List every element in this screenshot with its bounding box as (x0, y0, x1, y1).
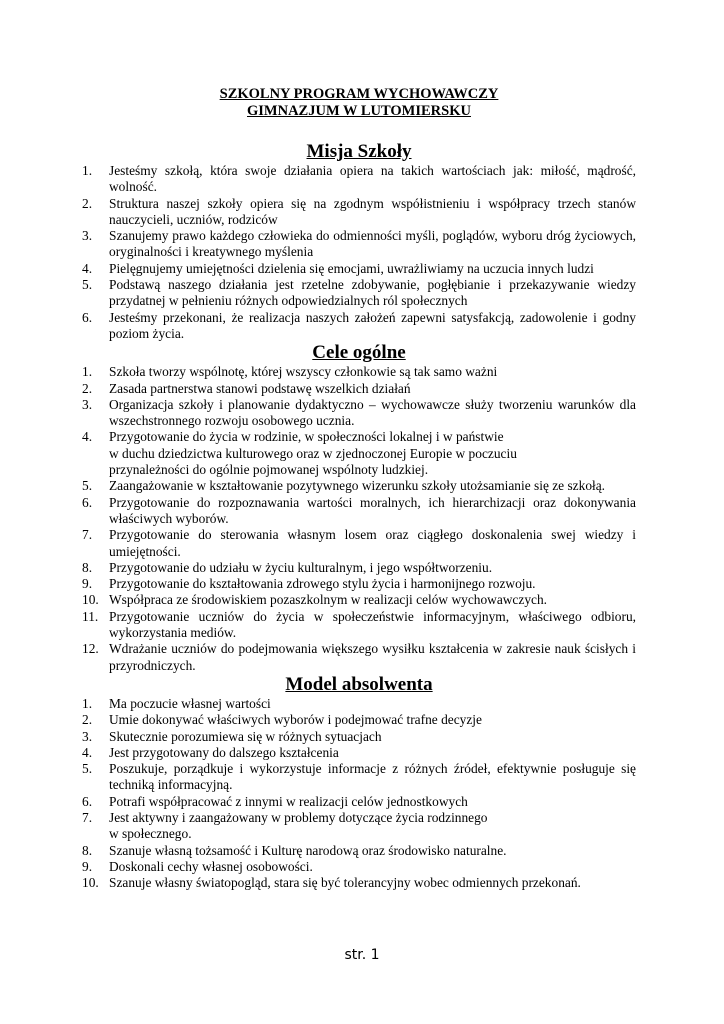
list-item-text: Szanuje własny światopogląd, stara się być tolerancyjny wobec odmiennych przekonań. (109, 875, 581, 891)
sections-container (82, 141, 636, 891)
list-item-text: Przygotowanie do rozpoznawania wartości moralnych, ich hierarchizacji oraz dokonywania właściwych wyborów. (109, 494, 636, 526)
list-item (82, 712, 636, 728)
list-item-text: Jesteśmy szkołą, która swoje działania opiera na takich wartościach jak: miłość, mądrość, wolność. (109, 163, 636, 195)
list-item-text: Umie dokonywać właściwych wyborów i podejmować trafne decyzje (109, 712, 482, 728)
list-item (82, 429, 636, 478)
section-heading: Misja Szkoły (306, 141, 412, 162)
list-item-text: Przygotowanie uczniów do życia w społeczeństwie informacyjnym, właściwego odbioru, wykorzystania mediów. (109, 608, 636, 641)
list-item-text: Potrafi współpracować z innymi w realizacji celów jednostkowych (109, 793, 468, 809)
list-item-number: 7. (82, 809, 93, 825)
list-item-text: Jesteśmy przekonani, że realizacja naszych założeń zapewni satysfakcją, zadowolenie i godny poziom życia. (109, 309, 636, 341)
section-heading: Model absolwenta (285, 673, 433, 695)
list-item-number: 5. (82, 277, 93, 293)
list-item (82, 576, 636, 592)
list-item-number: 9. (82, 576, 93, 592)
list-item-text: Poszukuje, porządkuje i wykorzystuje informacje z różnych źródeł, efektywnie posługuje się techniką informacyjną. (109, 761, 636, 793)
list-item-text: Zaangażowanie w kształtowanie pozytywnego wizerunku szkoły utożsamianie się ze szkołą. (109, 478, 606, 494)
list-item (82, 641, 636, 674)
list-item-number: 3. (82, 396, 93, 412)
list-item-number: 12. (82, 641, 99, 657)
list-item-number: 3. (82, 228, 93, 244)
list-item (82, 277, 636, 310)
list-item-text: Struktura naszej szkoły opiera się na zgodnym współistnieniu i współpracy trzech stanów nauczycieli, uczniów, rodziców (109, 195, 636, 227)
list-item (82, 364, 636, 380)
list-item-number: 2. (82, 380, 93, 396)
page-number: str. 1 (344, 947, 380, 963)
list-item-number: 10. (82, 592, 99, 608)
list-item (82, 560, 636, 576)
list-item-text: Wdrażanie uczniów do podejmowania większego wysiłku kształcenia w zakresie nauk ścisłych i przyrodniczych. (109, 641, 636, 673)
list-item (82, 761, 636, 794)
list-item-number: 1. (82, 163, 93, 178)
list-item-number: 3. (82, 728, 93, 744)
list-item-text: Doskonali cechy własnej osobowości. (109, 858, 313, 874)
list-item (82, 495, 636, 528)
list-item-number: 6. (82, 309, 93, 325)
list-item-number: 4. (82, 429, 93, 445)
list-item-text: Przygotowanie do sterowania własnym losem oraz ciągłego doskonalenia swej wiedzy i umiejętności. (109, 527, 636, 559)
list-item-text: Współpraca ze środowiskiem pozaszkolnym w realizacji celów wychowawczych. (109, 592, 548, 608)
numbered-list (82, 364, 636, 674)
list-item-text: Jest aktywny i zaangażowany w problemy dotyczące życia rodzinnego (109, 809, 488, 825)
list-item-number: 11. (82, 608, 99, 624)
list-item-number: 1. (82, 695, 93, 711)
document-title-line-2: GIMNAZJUM W LUTOMIERSKU (247, 103, 471, 119)
list-item-number: 4. (82, 260, 93, 276)
list-item-number: 2. (82, 712, 93, 728)
list-item-text: Przygotowanie do życia w rodzinie, w społeczności lokalnej i w państwie (109, 429, 504, 445)
list-item (82, 745, 636, 761)
list-item (82, 859, 636, 875)
list-item (82, 228, 636, 261)
list-item (82, 261, 636, 277)
list-item (82, 196, 636, 229)
list-item-text: Podstawą naszego działania jest rzetelne zdobywanie, pogłębianie i przekazywanie wiedzy przydatnej w pełnieniu różnych odpowiedzialnych ról społecznych (109, 277, 636, 309)
list-item-text: w duchu dziedzictwa kulturowego oraz w zjednoczonej Europie w poczuciu (109, 445, 517, 461)
list-item-text: przynależności do ogólnie pojmowanej wspólnoty ludzkiej. (109, 462, 429, 478)
list-item (82, 527, 636, 560)
document-title-line-1: SZKOLNY PROGRAM WYCHOWAWCZY (219, 86, 499, 102)
list-item (82, 163, 636, 196)
list-item-number: 7. (82, 527, 93, 543)
list-item-number: 1. (82, 364, 93, 380)
list-item (82, 843, 636, 859)
list-item-text: Jest przygotowany do dalszego kształcenia (109, 744, 339, 760)
list-item-number: 5. (82, 478, 93, 494)
list-item-text: w społecznego. (109, 826, 192, 842)
list-item (82, 592, 636, 608)
list-item (82, 397, 636, 430)
list-item-number: 6. (82, 494, 93, 510)
list-item-text: Szanuje własną tożsamość i Kulturę narodową oraz środowisko naturalne. (109, 842, 507, 858)
list-item-number: 4. (82, 744, 93, 760)
list-item-text: Szanujemy prawo każdego człowieka do odmienności myśli, poglądów, wyboru dróg życiowych, oryginalności i kreatywnego myślenia (109, 228, 636, 260)
list-item-number: 10. (82, 875, 99, 891)
list-item-text: Zasada partnerstwa stanowi podstawę wszelkich działań (109, 380, 411, 396)
list-item (82, 478, 636, 494)
list-item-number: 9. (82, 858, 93, 874)
list-item-text: Szkoła tworzy wspólnotę, której wszyscy członkowie są tak samo ważni (109, 364, 498, 380)
list-item (82, 729, 636, 745)
numbered-list (82, 163, 636, 342)
list-item-number: 2. (82, 195, 93, 211)
list-item-text: Organizacja szkoły i planowanie dydaktyczno – wychowawcze służy tworzeniu warunków dla wszechstronnego rozwoju osobowego ucznia. (109, 396, 636, 429)
list-item (82, 381, 636, 397)
list-item-text: Skutecznie porozumiewa się w różnych sytuacjach (109, 728, 382, 744)
list-item-number: 8. (82, 559, 93, 575)
list-item-number: 6. (82, 793, 93, 809)
list-item-text: Przygotowanie do udziału w życiu kulturalnym, i jego współtworzeniu. (109, 559, 493, 575)
list-item (82, 875, 636, 891)
list-item-text: Przygotowanie do kształtowania zdrowego stylu życia i harmonijnego rozwoju. (109, 576, 536, 592)
list-item (82, 794, 636, 810)
list-item (82, 310, 636, 343)
list-item-number: 5. (82, 761, 93, 777)
list-item-number: 8. (82, 842, 93, 858)
list-item-text: Pielęgnujemy umiejętności dzielenia się emocjami, uwrażliwiamy na uczucia innych ludzi (109, 260, 594, 276)
list-item-text: Ma poczucie własnej wartości (109, 695, 271, 711)
list-item (82, 810, 636, 843)
numbered-list (82, 696, 636, 892)
list-item (82, 609, 636, 642)
section-heading: Cele ogólne (312, 342, 406, 364)
list-item (82, 696, 636, 712)
